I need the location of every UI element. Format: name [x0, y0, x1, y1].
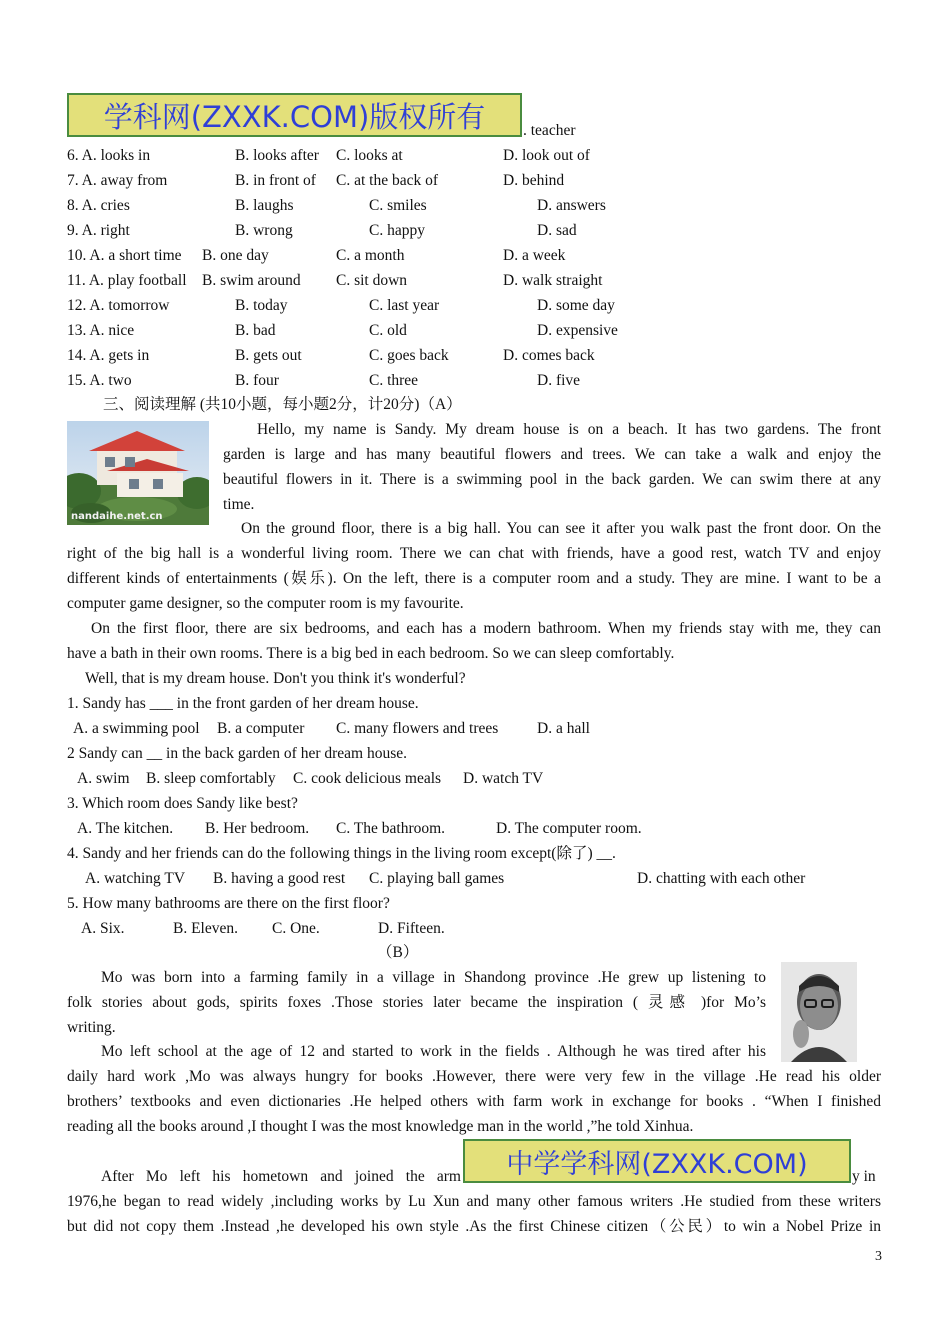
question-option: A. swim — [77, 770, 130, 787]
question-stem: 3. Which room does Sandy like best? — [67, 795, 298, 812]
section-b-label: （B） — [377, 944, 419, 961]
paragraph-line: Well, that is my dream house. Don't you think it's wonderful? — [85, 670, 466, 687]
option-a: 13. A. nice — [67, 322, 135, 339]
option-c: C. looks at — [336, 147, 403, 164]
paragraph-line: reading all the books around ,I thought I was the most knowledge man in the world ,”he told Xinhua. — [67, 1118, 694, 1135]
option-c: C. sit down — [336, 272, 408, 289]
option-b: B. looks after — [235, 147, 319, 164]
question-option: A. The kitchen. — [77, 820, 174, 837]
option-d: D. some day — [537, 297, 615, 314]
question-option: B. having a good rest — [213, 870, 346, 887]
question-option: B. Eleven. — [173, 920, 238, 937]
paragraph-line: On the ground floor, there is a big hall. You can see it after you walk past the front door. On the — [241, 520, 881, 537]
option-d: D. look out of — [503, 147, 590, 164]
paragraph-line: have a bath in their own rooms. There is a big bed in each bedroom. So we can sleep comfortably. — [67, 645, 675, 662]
option-c: C. happy — [369, 222, 425, 239]
page-number: 3 — [875, 1249, 882, 1264]
paragraph-line: writing. — [67, 1019, 116, 1036]
paragraph-line: Hello, my name is Sandy. My dream house is on a beach. It has two gardens. The front — [257, 421, 881, 438]
option-b: B. wrong — [235, 222, 293, 239]
question-option: B. a computer — [217, 720, 305, 737]
house-image — [67, 421, 209, 525]
question-option: C. many flowers and trees — [336, 720, 499, 737]
paragraph-line: Mo left school at the age of 12 and started to work in the fields . Although he was tired after his — [101, 1043, 766, 1060]
photo-watermark: nandaihe.net.cn — [71, 511, 163, 522]
question-option: C. One. — [272, 920, 320, 937]
option-d: D. comes back — [503, 347, 595, 364]
option-b: B. in front of — [235, 172, 316, 189]
option-b: B. gets out — [235, 347, 302, 364]
option-c: C. last year — [369, 297, 440, 314]
paragraph-line: garden is large and has many beautiful flowers and trees. We can take a walk and enjoy the — [223, 446, 881, 463]
paragraph-line: time. — [223, 496, 255, 513]
question-stem: 2 Sandy can __ in the back garden of her dream house. — [67, 745, 408, 762]
paragraph-line: beautiful flowers in it. There is a swimming pool in the back garden. We can swim there at any — [223, 471, 881, 488]
house-photo — [67, 421, 209, 525]
option-a: 6. A. looks in — [67, 147, 151, 164]
option-a: 12. A. tomorrow — [67, 297, 170, 314]
option-a: 10. A. a short time — [67, 247, 182, 264]
copyright-banner-bottom — [463, 1139, 851, 1183]
option-c: C. goes back — [369, 347, 449, 364]
question-option: C. playing ball games — [369, 870, 505, 887]
question-stem: 4. Sandy and her friends can do the following things in the living room except(除了) __. — [67, 845, 616, 862]
question-option: D. The computer room. — [496, 820, 642, 837]
option-a: 14. A. gets in — [67, 347, 150, 364]
paragraph-line: brothers’ textbooks and even dictionaries .He helped others with farm work in exchange for books . “When I finished — [67, 1093, 881, 1110]
option-c: C. three — [369, 372, 419, 389]
question-option: D. a hall — [537, 720, 590, 737]
option-b: B. swim around — [202, 272, 301, 289]
option-a: 8. A. cries — [67, 197, 130, 214]
paragraph-line: folk stories about gods, spirits foxes .Those stories later became the inspiration ( 灵感 )for Mo’s — [67, 994, 766, 1011]
question-option: C. cook delicious meals — [293, 770, 442, 787]
question-option: B. sleep comfortably — [146, 770, 276, 787]
option-d: D. five — [537, 372, 581, 389]
option-b: B. four — [235, 372, 279, 389]
option-a: 9. A. right — [67, 222, 130, 239]
paragraph-line: but did not copy them .Instead ,he developed his own style .As the first Chinese citizen（公民）to win a Nobel Prize in — [67, 1218, 881, 1235]
paragraph-line: After Mo left his hometown and joined the arm — [101, 1168, 461, 1185]
banner-text: 学科网(ZXXK.COM)版权所有 — [103, 99, 486, 134]
question-option: B. Her bedroom. — [205, 820, 310, 837]
paragraph-line: 1976,he began to read widely ,including works by Lu Xun and many other famous writers .He studied from these writers — [67, 1193, 881, 1210]
option-b: B. bad — [235, 322, 276, 339]
portrait-image — [781, 962, 857, 1062]
option-c: C. smiles — [369, 197, 427, 214]
question-option: A. watching TV — [85, 870, 186, 887]
question-option: A. a swimming pool — [73, 720, 200, 737]
paragraph-line: right of the big hall is a wonderful living room. There we can chat with friends, have a good rest, watch TV and enjoy — [67, 545, 881, 562]
question-option: D. Fifteen. — [378, 920, 445, 937]
option-d: D. answers — [537, 197, 606, 214]
author-photo — [781, 962, 857, 1062]
question-option: D. chatting with each other — [637, 870, 806, 887]
paragraph-line: computer game designer, so the computer room is my favourite. — [67, 595, 464, 612]
question-option: D. watch TV — [463, 770, 544, 787]
section-heading: 三、阅读理解 (共10小题，每小题2分，计20分)（A） — [103, 396, 462, 413]
option-d: D. behind — [503, 172, 565, 189]
option-b: B. today — [235, 297, 288, 314]
paragraph-line: On the first floor, there are six bedrooms, and each has a modern bathroom. When my friends stay with me, they can — [91, 620, 881, 637]
option-c: C. old — [369, 322, 407, 339]
question-stem: 1. Sandy has ___ in the front garden of her dream house. — [67, 695, 419, 712]
option-a: 15. A. two — [67, 372, 132, 389]
option-a: 7. A. away from — [67, 172, 168, 189]
option-d: D. expensive — [537, 322, 618, 339]
question-option: C. The bathroom. — [336, 820, 446, 837]
option-a: 11. A. play football — [67, 272, 187, 289]
paragraph-line: daily hard work ,Mo was always hungry for books .However, there were very few in the village .He read his older — [67, 1068, 881, 1085]
option-b: B. one day — [202, 247, 269, 264]
option-d: D. walk straight — [503, 272, 603, 289]
paragraph-line: y in — [852, 1168, 876, 1185]
copyright-banner-top — [67, 93, 522, 137]
option-line-5-tail: . teacher — [523, 122, 576, 139]
option-b: B. laughs — [235, 197, 294, 214]
option-d: D. a week — [503, 247, 566, 264]
option-c: C. a month — [336, 247, 405, 264]
paragraph-line: Mo was born into a farming family in a village in Shandong province .He grew up listening to — [101, 969, 766, 986]
option-c: C. at the back of — [336, 172, 439, 189]
paragraph-line: different kinds of entertainments (娱乐). On the left, there is a computer room and a study. They are mine. I want to be a — [67, 570, 881, 587]
question-stem: 5. How many bathrooms are there on the first floor? — [67, 895, 390, 912]
option-d: D. sad — [537, 222, 577, 239]
question-option: A. Six. — [81, 920, 125, 937]
banner-text: 中学学科网(ZXXK.COM) — [506, 1148, 808, 1180]
